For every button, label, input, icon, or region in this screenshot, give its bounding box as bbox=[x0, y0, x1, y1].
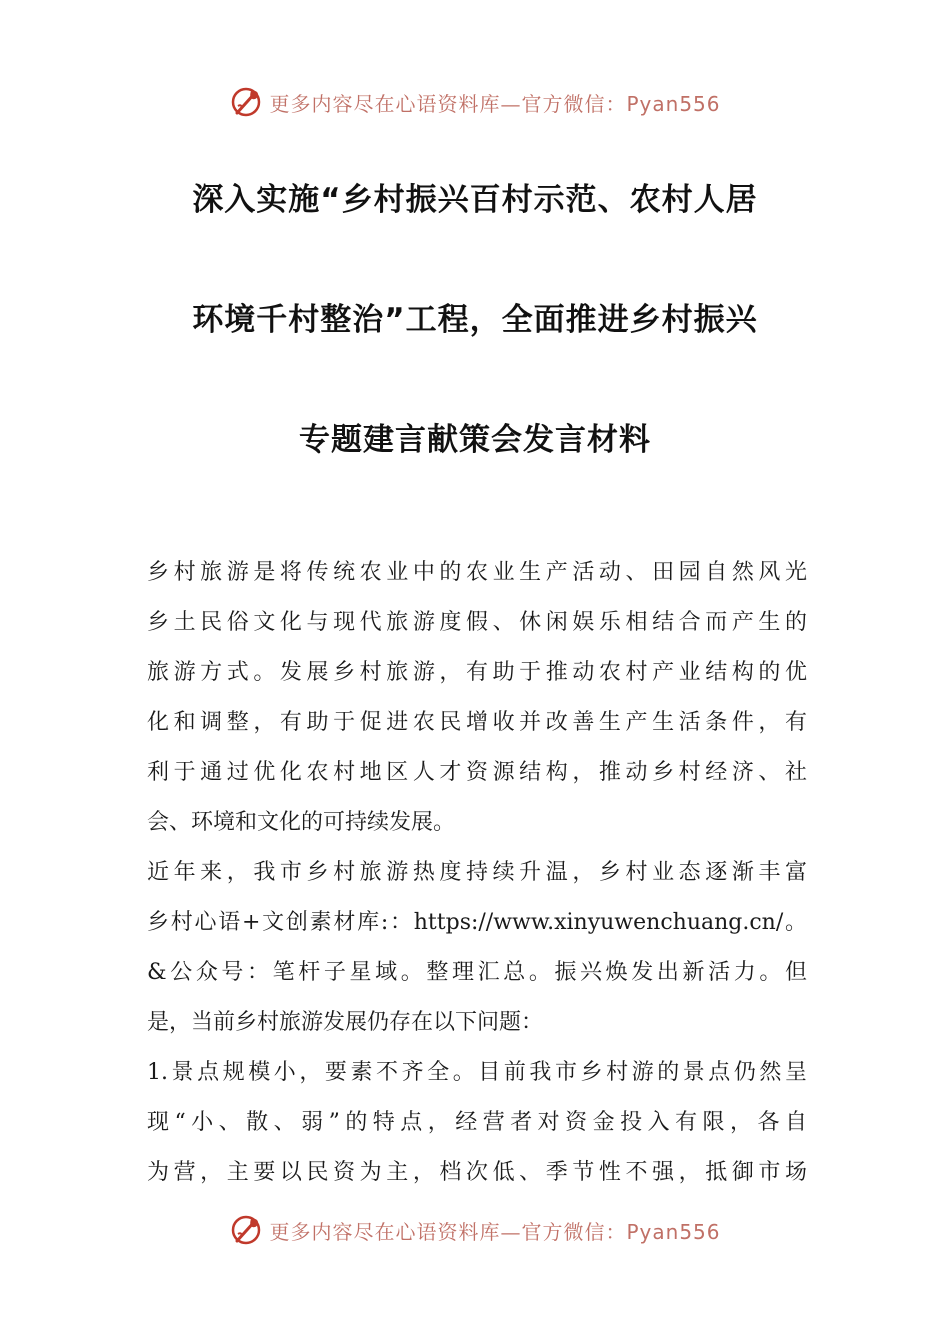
title-line: 环境千村整治”工程，全面推进乡村振兴 bbox=[192, 302, 758, 338]
banner-text bbox=[269, 1216, 720, 1245]
body-line: 利于通过优化农村地区人才资源结构，推动乡村经济、社 bbox=[147, 760, 807, 785]
body-line: 近年来，我市乡村旅游热度持续升温，乡村业态逐渐丰富 bbox=[147, 860, 807, 885]
body-line: 是，当前乡村旅游发展仍存在以下问题： bbox=[147, 1010, 544, 1035]
body-line: 现“小、散、弱”的特点，经营者对资金投入有限，各自 bbox=[147, 1110, 807, 1135]
body-line: 1.景点规模小，要素不齐全。目前我市乡村游的景点仍然呈 bbox=[147, 1060, 807, 1085]
body-line: 旅游方式。发展乡村旅游，有助于推动农村产业结构的优 bbox=[147, 660, 807, 685]
document-body bbox=[147, 548, 807, 1198]
footer-watermark-banner bbox=[0, 1210, 950, 1250]
body-line: 为营，主要以民资为主，档次低、季节性不强，抵御市场 bbox=[147, 1160, 807, 1185]
title-line: 深入实施“乡村振兴百村示范、农村人居 bbox=[192, 182, 758, 218]
banner-label: 更多内容尽在心语资料库—官方微信： bbox=[269, 1219, 627, 1244]
body-line: 乡村旅游是将传统农业中的农业生产活动、田园自然风光 bbox=[147, 560, 807, 585]
document-title bbox=[0, 172, 950, 532]
banner-wechat-id: Pyan556 bbox=[626, 1219, 721, 1244]
banner-label: 更多内容尽在心语资料库—官方微信： bbox=[269, 91, 627, 116]
quill-seal-logo-icon bbox=[229, 1213, 263, 1247]
quill-seal-logo-icon bbox=[229, 85, 263, 119]
body-line-url: 乡村心语+文创素材库:：https://www.xinyuwenchuang.cn/。 bbox=[147, 910, 807, 935]
banner-wechat-id: Pyan556 bbox=[626, 91, 721, 116]
title-line: 专题建言献策会发言材料 bbox=[299, 422, 651, 458]
body-line: 乡土民俗文化与现代旅游度假、休闲娱乐相结合而产生的 bbox=[147, 610, 807, 635]
header-watermark-banner bbox=[0, 82, 950, 122]
body-line: &公众号：笔杆子星域。整理汇总。振兴焕发出新活力。但 bbox=[147, 960, 807, 985]
body-line: 化和调整，有助于促进农民增收并改善生产生活条件，有 bbox=[147, 710, 807, 735]
body-line: 会、环境和文化的可持续发展。 bbox=[147, 810, 456, 835]
banner-text bbox=[269, 88, 720, 117]
